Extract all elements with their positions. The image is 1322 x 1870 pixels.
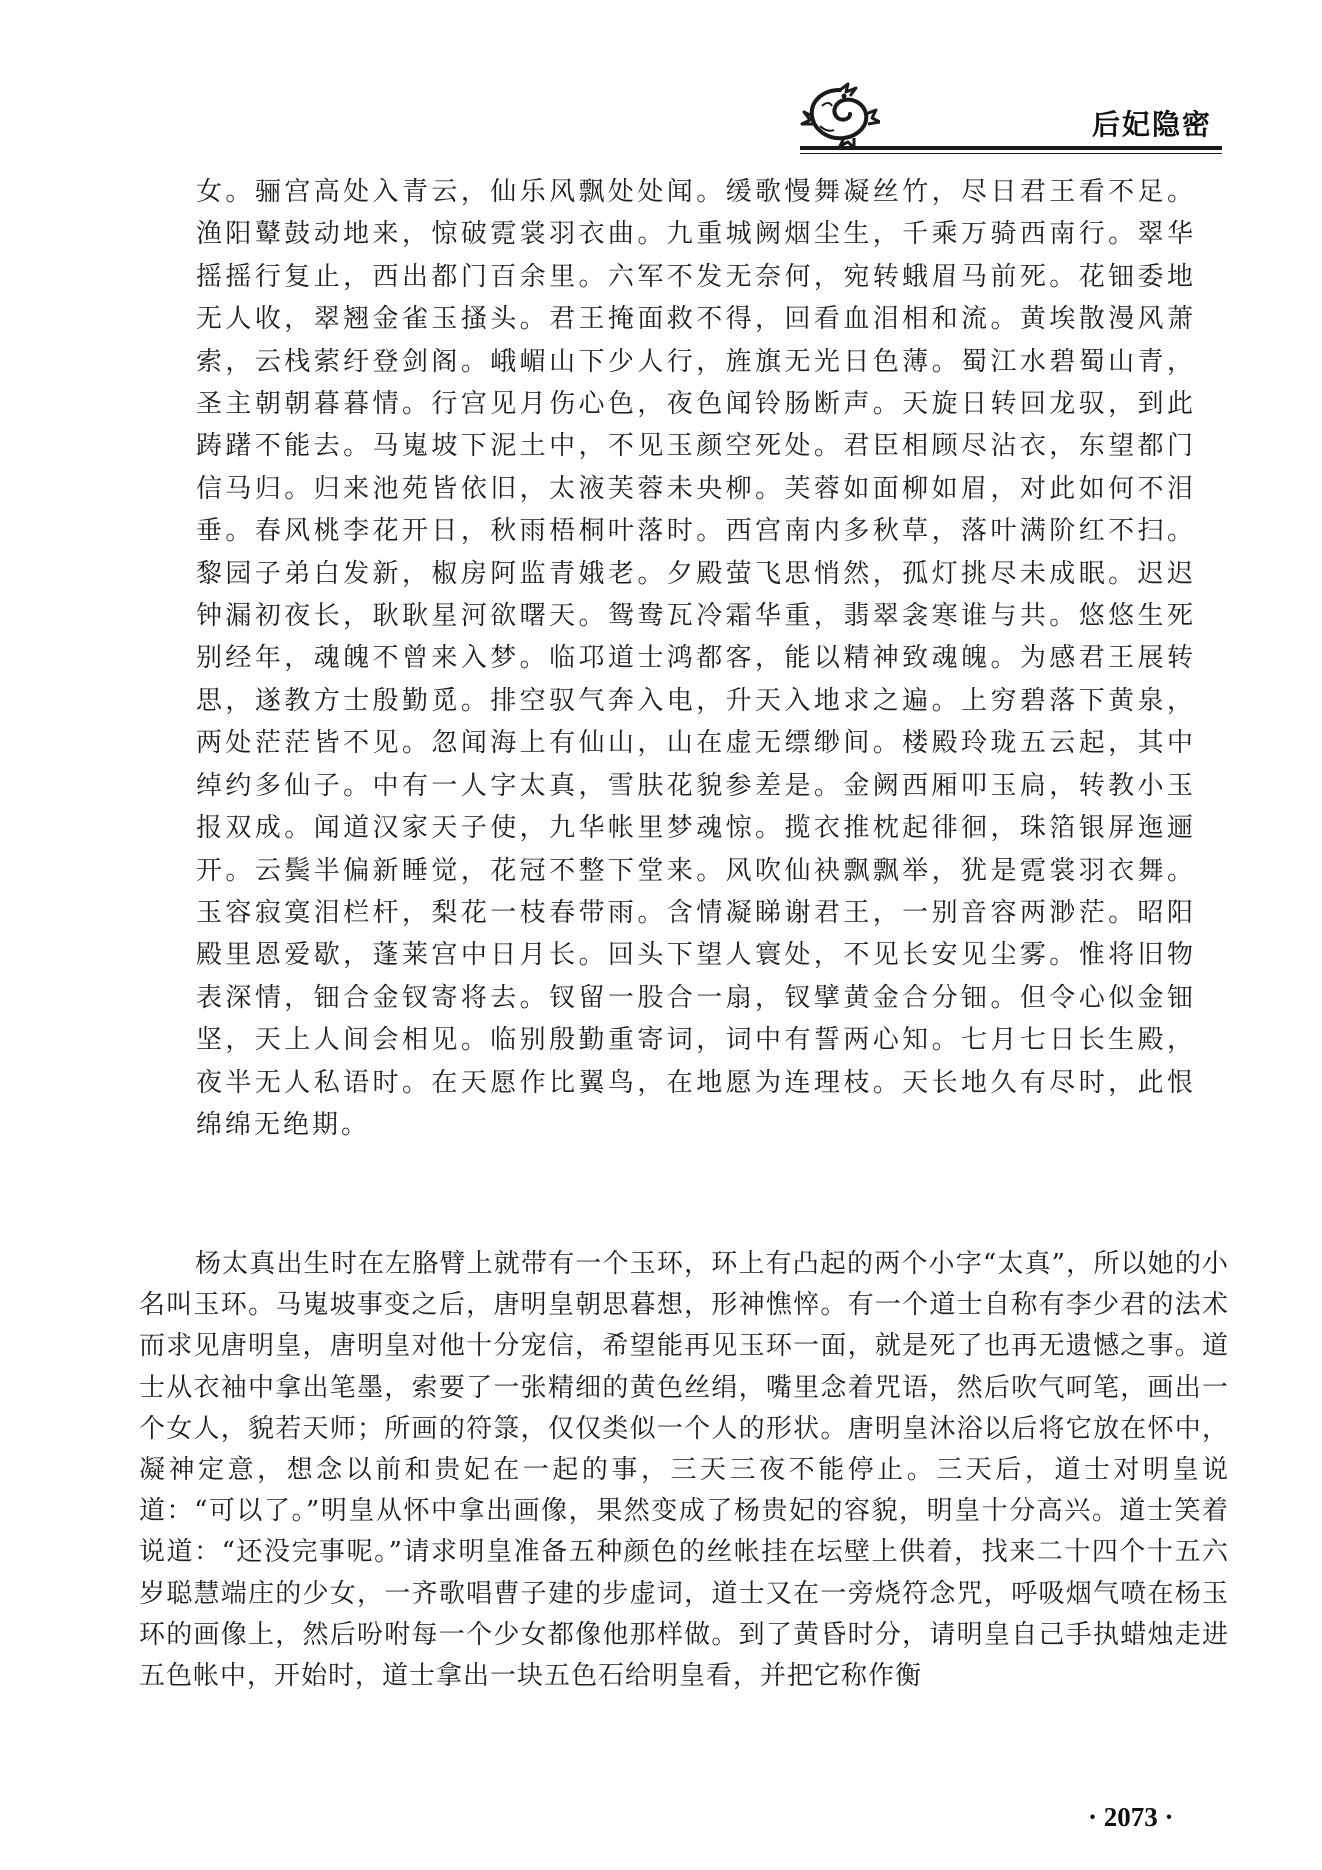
poem-block: 女。骊宫高处入青云，仙乐风飘处处闻。缓歌慢舞凝丝竹，尽日君王看不足。渔阳鼙鼓动地来，惊破霓裳羽衣曲。九重城阙烟尘生，千乘万骑西南行。翠华摇摇行复止，西出都门百余里。六军不发无奈何，宛转蛾眉马前死。花钿委地无人收，翠翘金雀玉搔头。君王掩面救不得，回看血泪相和流。黄埃散漫风萧索，云栈萦纡登剑阁。峨嵋山下少人行，旌旗无光日色薄。蜀江水碧蜀山青，圣主朝朝暮暮情。行宫见月伤心色，夜色闻铃肠断声。天旋日转回龙驭，到此踌躇不能去。马嵬坡下泥土中，不见玉颜空死处。君臣相顾尽沾衣，东望都门信马归。归来池苑皆依旧，太液芙蓉未央柳。芙蓉如面柳如眉，对此如何不泪垂。春风桃李花开日，秋雨梧桐叶落时。西宫南内多秋草，落叶满阶红不扫。黎园子弟白发新，椒房阿监青娥老。夕殿萤飞思悄然，孤灯挑尽未成眠。迟迟钟漏初夜长，耿耿星河欲曙天。鸳鸯瓦冷霜华重，翡翠衾寒谁与共。悠悠生死别经年，魂魄不曾来入梦。临邛道士鸿都客，能以精神致魂魄。为感君王展转思，遂教方士殷勤觅。排空驭气奔入电，升天入地求之遍。上穷碧落下黄泉，两处茫茫皆不见。忽闻海上有仙山，山在虚无缥缈间。楼殿玲珑五云起，其中绰约多仙子。中有一人字太真，雪肤花貌参差是。金阙西厢叩玉扃，转教小玉报双成。闻道汉家天子使，九华帐里梦魂惊。揽衣推枕起徘徊，珠箔银屏迤逦开。云鬓半偏新睡觉，花冠不整下堂来。风吹仙袂飘飘举，犹是霓裳羽衣舞。玉容寂寞泪栏杆，梨花一枝春带雨。含情凝睇谢君王，一别音容两渺茫。昭阳殿里恩爱歇，蓬莱宫中日月长。回头下望人寰处，不见长安见尘雾。惟将旧物表深情，钿合金钗寄将去。钗留一股合一扇，钗擘黄金合分钿。但令心似金钿坚，天上人间会相见。临别殷勤重寄词，词中有誓两心知。七月七日长生殿，夜半无人私语时。在天愿作比翼鸟，在地愿为连理枝。天长地久有尽时，此恨绵绵无绝期。: [196, 177, 1196, 1140]
header-rule: [800, 146, 1222, 150]
prose-paragraph: 杨太真出生时在左胳臂上就带有一个玉环，环上有凸起的两个小字“太真”，所以她的小名叫玉环。马嵬坡事变之后，唐明皇朝思暮想，形神憔悴。有一个道士自称有李少君的法术而求见唐明皇，唐明皇对他十分宠信，希望能再见玉环一面，就是死了也再无遗憾之事。道士从衣袖中拿出笔墨，索要了一张精细的黄色丝绢，嘴里念着咒语，然后吹气呵笔，画出一个女人，貌若天师；所画的符箓，仅仅类似一个人的形状。唐明皇沐浴以后将它放在怀中，凝神定意，想念以前和贵妃在一起的事，三天三夜不能停止。三天后，道士对明皇说道：“可以了。”明皇从怀中拿出画像，果然变成了杨贵妃的容貌，明皇十分高兴。道士笑着说道：“还没完事呢。”请求明皇准备五种颜色的丝帐挂在坛壁上供着，找来二十四个十五六岁聪慧端庄的少女，一齐歌唱曹子建的步虚词，道士又在一旁烧符念咒，呼吸烟气喷在杨玉环的画像上，然后吩咐每一个少女都像他那样做。到了黄昏时分，请明皇自己手执蜡烛走进五色帐中，开始时，道士拿出一块五色石给明皇看，并把它称作衡: [139, 1249, 1229, 1692]
dragon-icon: [800, 82, 880, 148]
header-rule-thin: [800, 153, 1222, 154]
running-title: 后妃隐密: [1092, 108, 1213, 141]
page-number: · 2073 ·: [1088, 1802, 1174, 1832]
running-header: [0, 0, 1322, 160]
